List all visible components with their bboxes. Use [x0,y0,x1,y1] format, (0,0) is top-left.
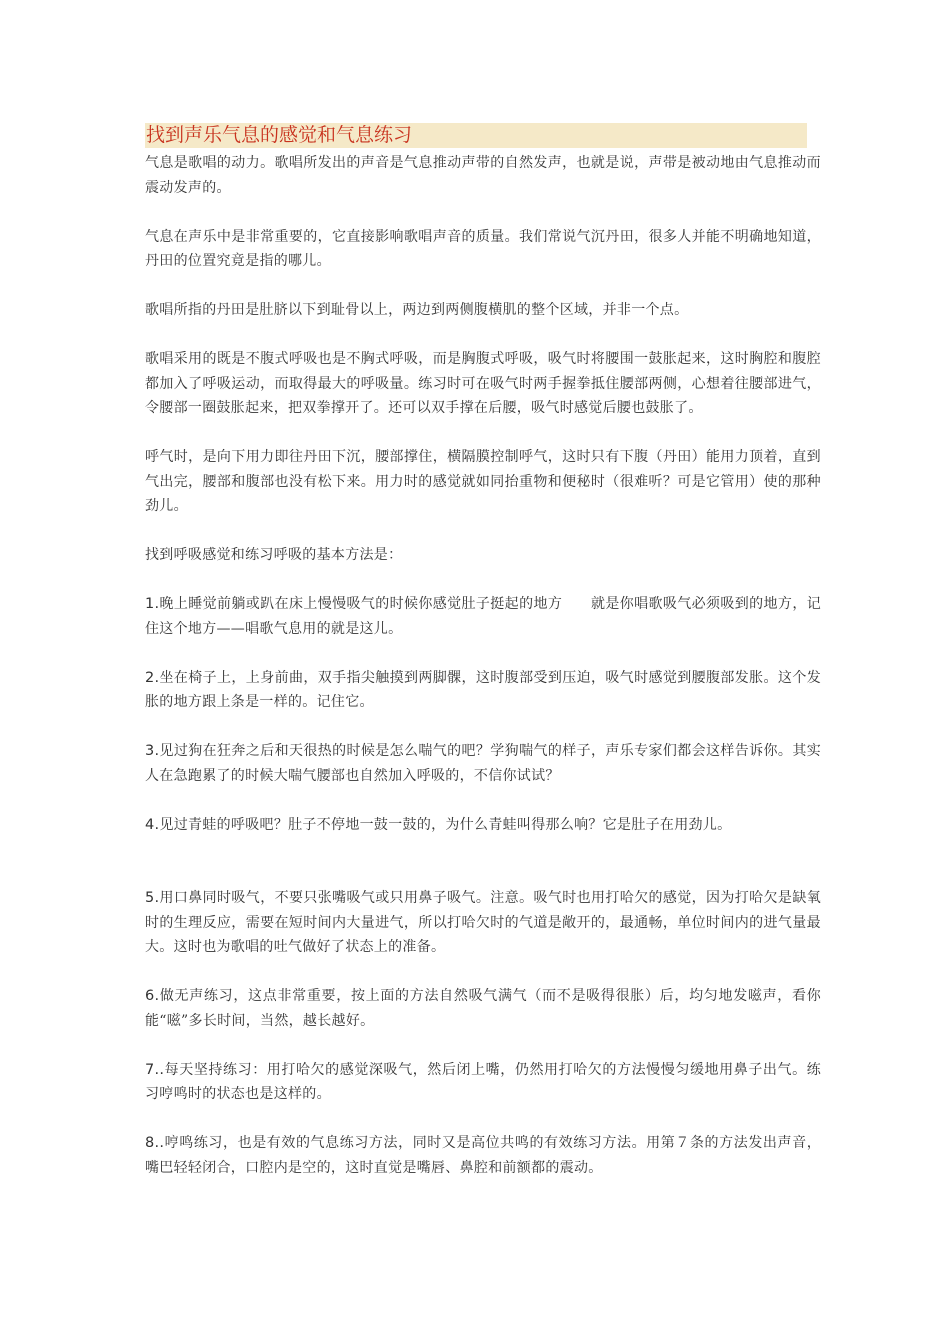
step-item [145,984,821,1033]
step-number: 3. [145,743,160,759]
step-text: 坐在椅子上，上身前曲，双手指尖触摸到两脚髁，这时腹部受到压迫，吸气时感觉到腰腹部发胀。这个发胀的地方跟上条是一样的。记住它。 [145,669,821,710]
step-item [145,1131,821,1180]
document-page [145,123,821,1205]
step-text: 做无声练习，这点非常重要，按上面的方法自然吸气满气（而不是吸得很胀）后，均匀地发嗞声，看你能“嗞”多长时间，当然，越长越好。 [145,988,821,1029]
step-item [145,592,821,641]
paragraph-breath-power: 气息是歌唱的动力。歌唱所发出的声音是气息推动声带的自然发声，也就是说，声带是被动地由气息推动而震动发声的。 [145,155,821,196]
step-item [145,666,821,715]
step-text: 用口鼻同时吸气，不要只张嘴吸气或只用鼻子吸气。注意。吸气时也用打哈欠的感觉，因为打哈欠是缺氧时的生理反应，需要在短时间内大量进气，所以打哈欠时的气道是敞开的，最通畅，单位时间内的进气量最大。这时也为歌唱的吐气做好了状态上的准备。 [145,890,821,955]
step-number: 5. [145,890,160,906]
step-number: 4. [145,816,160,833]
step-number: 2. [145,669,160,686]
step-text: 见过青蛙的呼吸吧？肚子不停地一鼓一鼓的，为什么青蛙叫得那么响？它是肚子在用劲儿。 [159,816,732,833]
step-item [145,886,821,960]
step-item [145,813,821,838]
step-text: 每天坚持练习：用打哈欠的感觉深吸气，然后闭上嘴，仍然用打哈欠的方法慢慢匀缓地用鼻子出气。练习哼鸣时的状态也是这样的。 [145,1061,821,1102]
step-text: 哼鸣练习，也是有效的气息练习方法，同时又是高位共鸣的有效练习方法。用第７条的方法发出声音，嘴巴轻轻闭合，口腔内是空的，这时直觉是嘴唇、鼻腔和前额都的震动。 [145,1135,821,1176]
paragraph-methods-intro: 找到呼吸感觉和练习呼吸的基本方法是： [145,547,403,563]
paragraph-exhale: 呼气时，是向下用力即往丹田下沉，腰部撑住，横隔膜控制呼气，这时只有下腹（丹田）能用力顶着，直到气出完，腰部和腹部也没有松下来。用力时的感觉就如同抬重物和便秘时（很难听？可是它管用）使的那种劲儿。 [145,449,821,514]
page-title: 找到声乐气息的感觉和气息练习 [145,123,807,148]
paragraph-breathing-type: 歌唱采用的既是不腹式呼吸也是不胸式呼吸，而是胸腹式呼吸，吸气时将腰围一鼓胀起来，这时胸腔和腹腔都加入了呼吸运动，而取得最大的呼吸量。练习时可在吸气时两手握拳抵住腰部两侧，心想着往腰部进气，令腰部一圈鼓胀起来，把双拳撑开了。还可以双手撑在后腰，吸气时感觉后腰也鼓胀了。 [145,351,821,416]
step-item [145,739,821,788]
step-number: 7.. [145,1061,165,1078]
paragraph-dantian-location: 歌唱所指的丹田是肚脐以下到耻骨以上，两边到两侧腹横肌的整个区域，并非一个点。 [145,302,689,318]
step-text: 晚上睡觉前躺或趴在床上慢慢吸气的时候你感觉肚子挺起的地方 就是你唱歌吸气必须吸到的地方，记住这个地方——唱歌气息用的就是这儿。 [145,596,821,637]
step-item [145,1058,821,1107]
step-number: 1. [145,596,160,612]
step-text: 见过狗在狂奔之后和天很热的时候是怎么喘气的吧？学狗喘气的样子，声乐专家们都会这样告诉你。其实人在急跑累了的时候大喘气腰部也自然加入呼吸的，不信你试试？ [145,743,821,784]
step-number: 8.. [145,1135,165,1151]
step-number: 6. [145,988,160,1004]
paragraph-breath-importance: 气息在声乐中是非常重要的，它直接影响歌唱声音的质量。我们常说气沉丹田，很多人并能不明确地知道，丹田的位置究竟是指的哪儿。 [145,228,821,269]
